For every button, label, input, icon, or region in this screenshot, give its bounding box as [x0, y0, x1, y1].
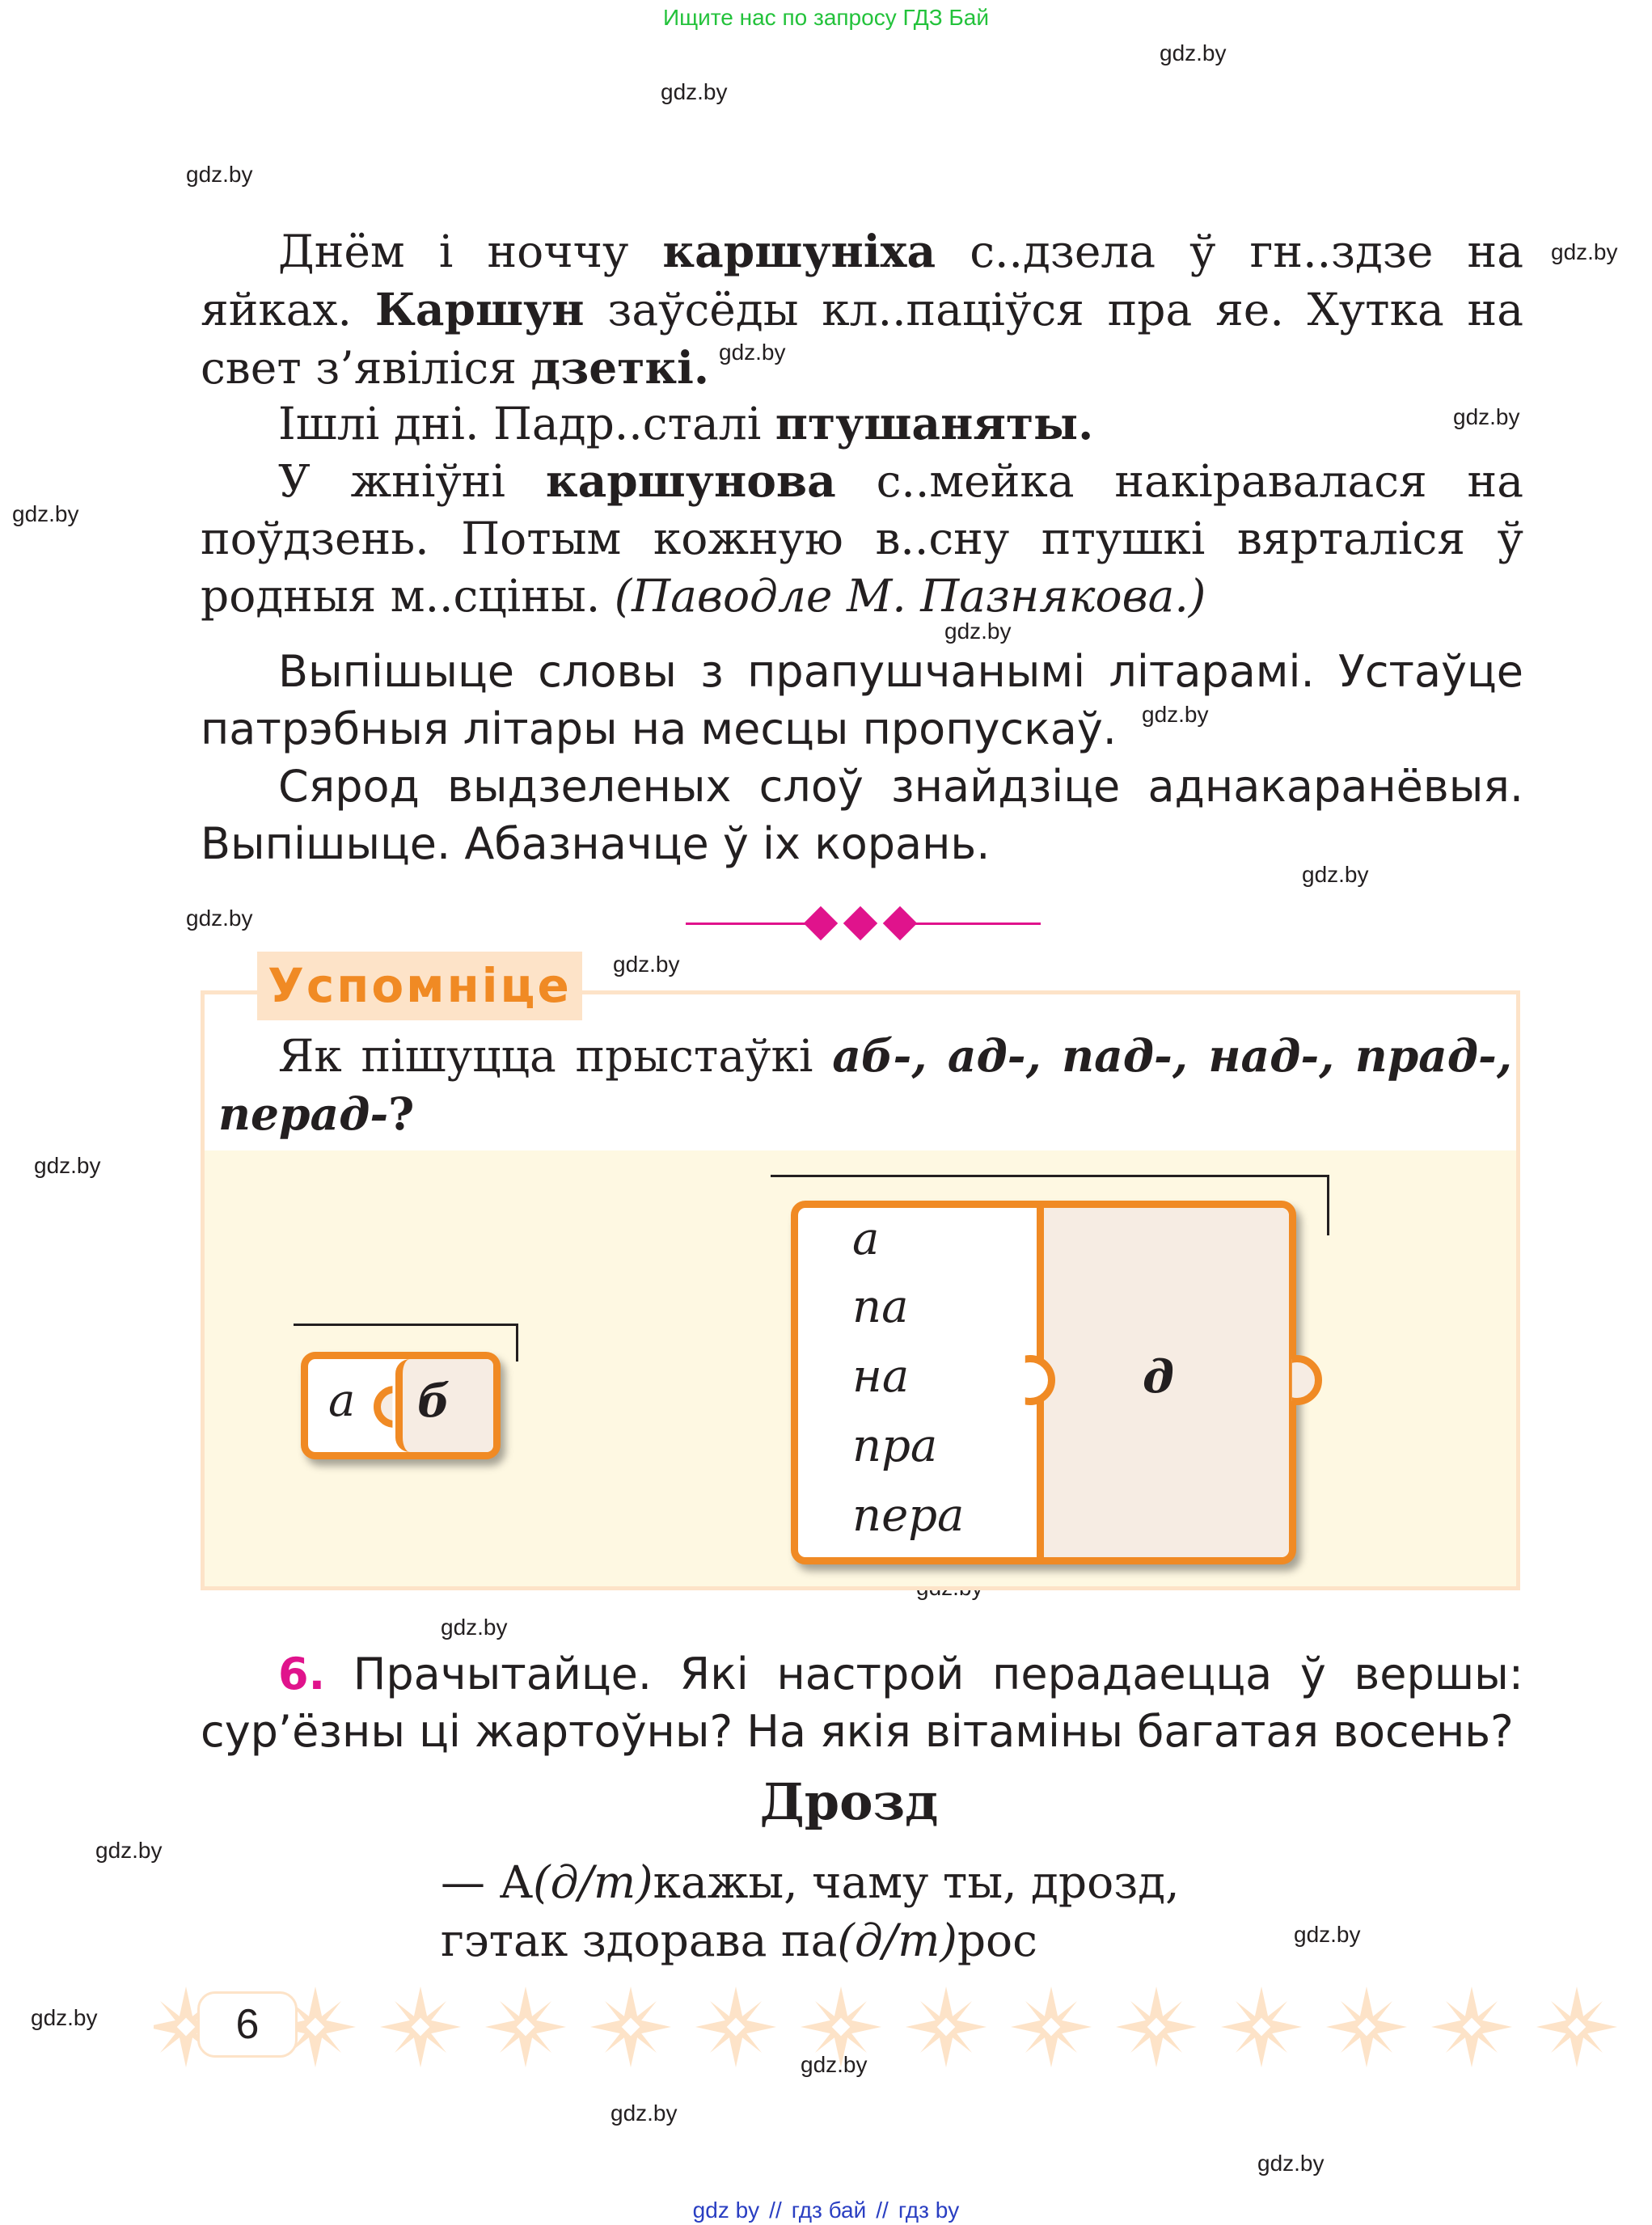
watermark: gdz.by: [1160, 40, 1227, 65]
small-piece-right-letter: б: [417, 1374, 450, 1428]
big-piece-syllable: пра: [852, 1420, 938, 1472]
instruction-2: Сярод выдзеленых слоў знайдзіце аднакаранёвыя. Выпішыце. Абазначце ў іх корань.: [201, 761, 1523, 869]
watermark: gdz.by: [95, 1838, 163, 1863]
watermark: gdz.by: [613, 952, 680, 977]
paragraph-1: Днём і ноччу каршуніха с..дзела ў гн..здзе на яйках. Каршун заўсёды кл..паціўся пра яе. Хутка на свет з’явіліся дзеткі.: [201, 225, 1523, 394]
divider-line-right: [907, 923, 1041, 925]
watermark: gdz.by: [801, 2052, 868, 2077]
divider-diamond: [804, 906, 838, 940]
poem-line-2: гэтак здорава па(д/т)рос: [441, 1915, 1037, 1966]
separator: //: [876, 2198, 889, 2223]
task-6: 6. Прачытайце. Які настрой перадаецца ў вершы: сур’ёзны ці жартоўны? На якія вітаміны багатая восень?: [201, 1649, 1523, 1757]
big-piece-syllable: а: [852, 1213, 880, 1265]
watermark: gdz.by: [12, 501, 79, 526]
watermark: gdz.by: [1453, 404, 1520, 429]
remember-title: Успомніце: [268, 958, 572, 1013]
poem-line-1: — А(д/т)кажы, чаму ты, дрозд,: [441, 1856, 1180, 1908]
big-piece-syllable: па: [852, 1281, 909, 1333]
paragraph-3: У жніўні каршунова с..мейка накіравалася на поўдзень. Потым кожную в..сну птушкі вярталіся ў родныя м..сціны. (Паводле М. Пазнякова.): [201, 454, 1523, 622]
bottom-link[interactable]: гдз бай: [791, 2198, 867, 2223]
watermark: gdz.by: [1302, 862, 1369, 887]
instruction-1: Выпішыце словы з прапушчанымі літарамі. Устаўце патрэбныя літары на месцы пропускаў.: [201, 646, 1523, 754]
watermark: gdz.by: [31, 2005, 98, 2030]
small-piece-left-letter: а: [328, 1374, 356, 1427]
watermark: gdz.by: [441, 1615, 508, 1640]
task-number: 6.: [278, 1649, 326, 1699]
watermark: gdz.by: [1142, 702, 1209, 727]
bottom-link[interactable]: гдз by: [898, 2198, 960, 2223]
watermark: gdz.by: [944, 619, 1012, 644]
watermark: gdz.by: [1294, 1922, 1361, 1947]
watermark: gdz.by: [661, 79, 728, 104]
separator: //: [769, 2198, 782, 2223]
watermark: gdz.by: [1257, 2151, 1325, 2176]
divider-line-left: [686, 923, 807, 925]
top-search-banner[interactable]: Ищите нас по запросу ГДЗ Бай: [662, 5, 990, 30]
watermark: gdz.by: [186, 906, 253, 931]
bottom-link[interactable]: gdz by: [692, 2198, 760, 2223]
watermark: gdz.by: [611, 2100, 678, 2126]
big-piece-right-letter: д: [1143, 1350, 1174, 1404]
watermark: gdz.by: [719, 340, 786, 365]
watermark: gdz.by: [1551, 239, 1618, 264]
divider-diamond: [843, 906, 877, 940]
paragraph-2: Ішлі дні. Падр..сталі птушаняты.: [278, 397, 1094, 450]
bottom-links-banner[interactable]: [0, 2198, 1652, 2223]
folk-ornament-border: [154, 1982, 1652, 2071]
divider-diamond: [883, 906, 917, 940]
big-piece-syllable: пера: [852, 1489, 965, 1542]
poem-title: Дрозд: [759, 1772, 939, 1831]
watermark: gdz.by: [186, 162, 253, 187]
watermark: gdz.by: [34, 1153, 101, 1178]
remember-question: Як пішуцца прыстаўкі аб-, ад-, пад-, над-, прад-, перад-?: [218, 1029, 1513, 1140]
big-piece-syllable: на: [852, 1350, 910, 1403]
page-number: 6: [197, 1991, 298, 2058]
